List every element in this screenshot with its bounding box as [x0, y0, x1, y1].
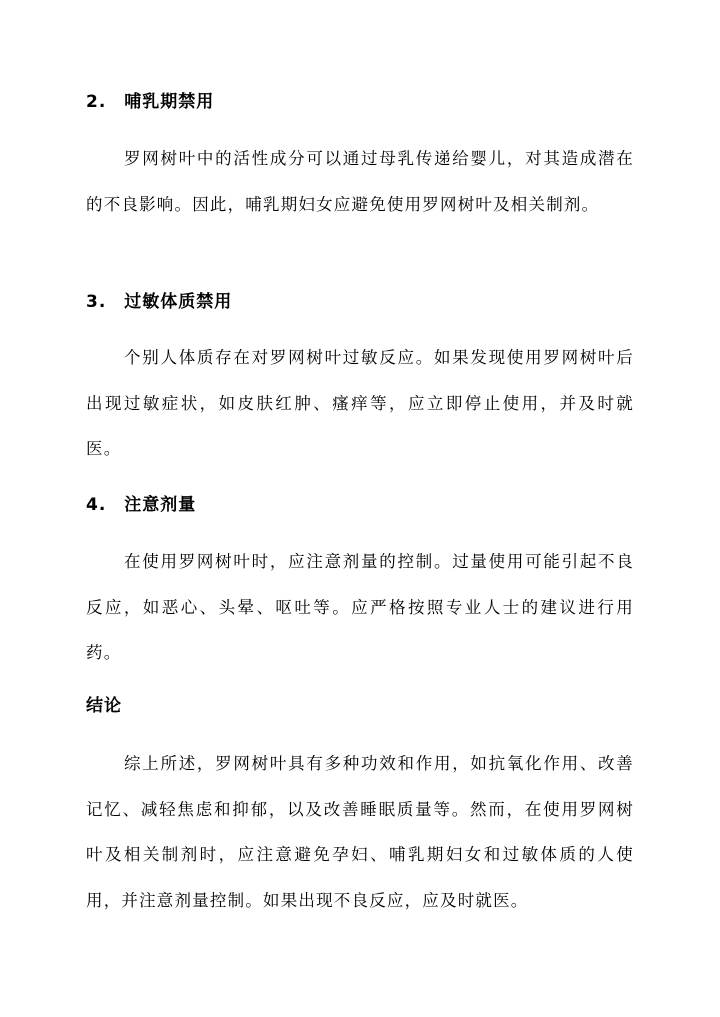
- section-number: 2.: [86, 92, 107, 112]
- section-number: 4.: [86, 495, 107, 515]
- section-paragraph-3: 个别人体质存在对罗网树叶过敏反应。如果发现使用罗网树叶后出现过敏症状，如皮肤红肿、瘙痒等，应立即停止使用，并及时就医。: [86, 348, 634, 458]
- section-number: 3.: [86, 292, 107, 312]
- section-heading-4: [86, 493, 196, 517]
- section-heading-2: [86, 90, 214, 114]
- section-paragraph-4: 在使用罗网树叶时，应注意剂量的控制。过量使用可能引起不良反应，如恶心、头晕、呕吐等。应严格按照专业人士的建议进行用药。: [86, 552, 634, 662]
- section-title: 过敏体质禁用: [124, 292, 233, 312]
- conclusion-heading: 结论: [86, 696, 122, 716]
- section-heading-3: [86, 290, 232, 314]
- section-title: 注意剂量: [124, 495, 197, 515]
- conclusion-paragraph: 综上所述，罗网树叶具有多种功效和作用，如抗氧化作用、改善记忆、减轻焦虑和抑郁，以及改善睡眠质量等。然而，在使用罗网树叶及相关制剂时，应注意避免孕妇、哺乳期妇女和过敏体质的人使用，并注意剂量控制。如果出现不良反应，应及时就医。: [86, 754, 634, 910]
- section-title: 哺乳期禁用: [124, 92, 215, 112]
- section-paragraph-2: 罗网树叶中的活性成分可以通过母乳传递给婴儿，对其造成潜在的不良影响。因此，哺乳期妇女应避免使用罗网树叶及相关制剂。: [86, 149, 634, 214]
